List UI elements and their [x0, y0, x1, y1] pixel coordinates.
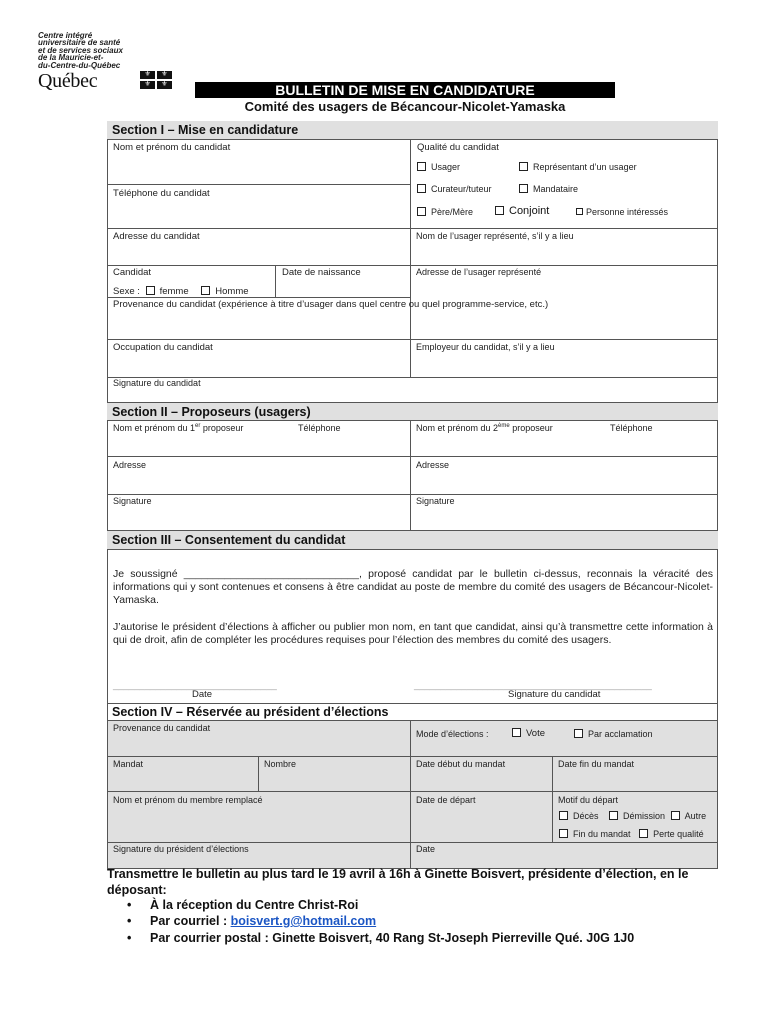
checkbox-autre[interactable]: [671, 811, 680, 820]
checkbox-icon[interactable]: [519, 184, 528, 193]
number-label: Nombre: [264, 759, 297, 769]
checkbox-usager[interactable]: Usager: [417, 162, 460, 172]
checkbox-pere-mere[interactable]: Père/Mère: [417, 207, 473, 217]
checkbox-perte[interactable]: [639, 829, 648, 838]
proposer2-phone-label: Téléphone: [610, 423, 653, 433]
candidate-occupation-label: Occupation du candidat: [113, 342, 213, 353]
mandate-end-label: Date fin du mandat: [558, 759, 635, 769]
checkbox-icon[interactable]: [417, 162, 426, 171]
signature-line: _____________________________________________: [414, 680, 652, 691]
footer-instructions: Transmettre le bulletin au plus tard le 19 avril à 16h à Ginette Boisvert, présidente d’élection, en le: [107, 867, 689, 881]
checkbox-icon[interactable]: [576, 208, 583, 215]
candidate-phone-label: Téléphone du candidat: [113, 188, 210, 199]
email-link[interactable]: boisvert.g@hotmail.com: [230, 914, 377, 928]
consent-paragraph-2: J’autorise le président d’élections à afficher ou publier mon nom, en tant que candidat, ainsi qu’à transmettre cette information à qui de droit, afin de compléter les procédures requises pour l’élection des membres du comité des usagers.: [113, 621, 713, 646]
replaced-member-label: Nom et prénom du membre remplacé: [113, 795, 263, 805]
departure-date-label: Date de départ: [416, 795, 476, 805]
checkbox-curateur[interactable]: Curateur/tuteur: [417, 184, 492, 194]
represented-user-address-label: Adresse de l’usager représenté: [416, 267, 542, 277]
departure-reasons-row2: Fin du mandat Perte qualité: [559, 829, 704, 839]
checkbox-mandataire[interactable]: Mandataire: [519, 184, 578, 194]
date-line: _______________________________: [113, 680, 277, 691]
checkbox-representant[interactable]: Représentant d’un usager: [519, 162, 637, 172]
candidate-name-label: Nom et prénom du candidat: [113, 142, 231, 153]
consent-paragraph-1: Je soussigné ______________________________, proposé candidat par le bulletin ci-dessus, reconnais la véracité des informations qui y sont contenues et consens à être candidat au poste de membre du comité des usagers de Bécancour-Nicolet-Yamaska.: [113, 568, 713, 606]
checkbox-icon[interactable]: [417, 184, 426, 193]
list-item: •: [127, 931, 132, 945]
proposer1-signature-label: Signature: [113, 496, 152, 506]
checkbox-icon[interactable]: [512, 728, 521, 737]
represented-user-name-label: Nom de l’usager représenté, s’il y a lieu: [416, 231, 574, 241]
checkbox-demission[interactable]: [609, 811, 618, 820]
checkbox-fin-mandat[interactable]: [559, 829, 568, 838]
candidate-label: Candidat: [113, 267, 152, 278]
logo-wordmark: Québec: [38, 70, 98, 92]
section4-title: Section IV – Réservée au président d’élections: [107, 703, 718, 721]
candidate-signature-label: Signature du candidat: [113, 378, 201, 388]
checkbox-icon[interactable]: [519, 162, 528, 171]
signature-label: Signature du candidat: [508, 689, 601, 700]
list-item: •: [127, 898, 132, 912]
checkbox-vote[interactable]: Vote: [512, 728, 545, 739]
proposer2-address-label: Adresse: [416, 460, 450, 470]
checkbox-femme[interactable]: [146, 286, 155, 295]
form-title: BULLETIN DE MISE EN CANDIDATURE: [195, 82, 615, 98]
president-signature-label: Signature du président d’élections: [113, 844, 249, 854]
departure-reasons-row1: Décès Démission Autre: [559, 811, 706, 821]
checkbox-icon[interactable]: [574, 729, 583, 738]
section1-title: Section I – Mise en candidature: [107, 121, 718, 140]
proposer1-name-label: Nom et prénom du 1er proposeur: [113, 423, 244, 433]
bullet-postal: Par courrier postal : Ginette Boisvert, 40 Rang St-Joseph Pierreville Qué. J0G 1J0: [150, 931, 635, 945]
mandate-start-label: Date début du mandat: [416, 759, 506, 769]
proposer2-signature-label: Signature: [416, 496, 455, 506]
checkbox-homme[interactable]: [201, 286, 210, 295]
candidate-address-label: Adresse du candidat: [113, 231, 200, 242]
quebec-flag-icon: ⚜ ⚜ ⚜ ⚜: [140, 71, 172, 88]
candidate-origin-label: Provenance du candidat (expérience à titre d’usager dans quel centre ou quel programme-service, etc.): [113, 299, 549, 310]
proposer1-phone-label: Téléphone: [298, 423, 341, 433]
checkbox-acclamation[interactable]: Par acclamation: [574, 729, 653, 739]
origin-label: Provenance du candidat: [113, 723, 211, 733]
departure-reason-label: Motif du départ: [558, 795, 619, 805]
sex-field: Sexe : femme Homme: [113, 286, 249, 297]
checkbox-personne[interactable]: Personne intéressés: [576, 207, 668, 217]
candidate-employer-label: Employeur du candidat, s’il y a lieu: [416, 342, 555, 352]
birthdate-label: Date de naissance: [282, 267, 361, 278]
section2-title: Section II – Proposeurs (usagers): [107, 402, 718, 421]
bullet-email: Par courriel : boisvert.g@hotmail.com: [150, 914, 377, 928]
date-label: Date: [192, 689, 213, 700]
footer-instructions-cont: déposant:: [107, 883, 167, 897]
logo-text: Centre intégré universitaire de santé et de services sociaux de la Mauricie-et- du-Centre-du-Québec: [38, 31, 123, 70]
section3-title: Section III – Consentement du candidat: [107, 530, 718, 550]
proposer2-name-label: Nom et prénom du 2ème proposeur: [416, 423, 553, 433]
form-subtitle: Comité des usagers de Bécancour-Nicolet-Yamaska: [244, 99, 566, 114]
proposer1-address-label: Adresse: [113, 460, 147, 470]
bullet-reception: À la réception du Centre Christ-Roi: [150, 898, 359, 912]
president-date-label: Date: [416, 844, 436, 854]
checkbox-deces[interactable]: [559, 811, 568, 820]
list-item: •: [127, 914, 132, 928]
checkbox-conjoint[interactable]: Conjoint: [495, 205, 549, 217]
mandate-label: Mandat: [113, 759, 144, 769]
election-mode-label: Mode d’élections :: [416, 729, 489, 739]
candidate-quality-label: Qualité du candidat: [417, 142, 499, 153]
checkbox-icon[interactable]: [417, 207, 426, 216]
checkbox-icon[interactable]: [495, 206, 504, 215]
